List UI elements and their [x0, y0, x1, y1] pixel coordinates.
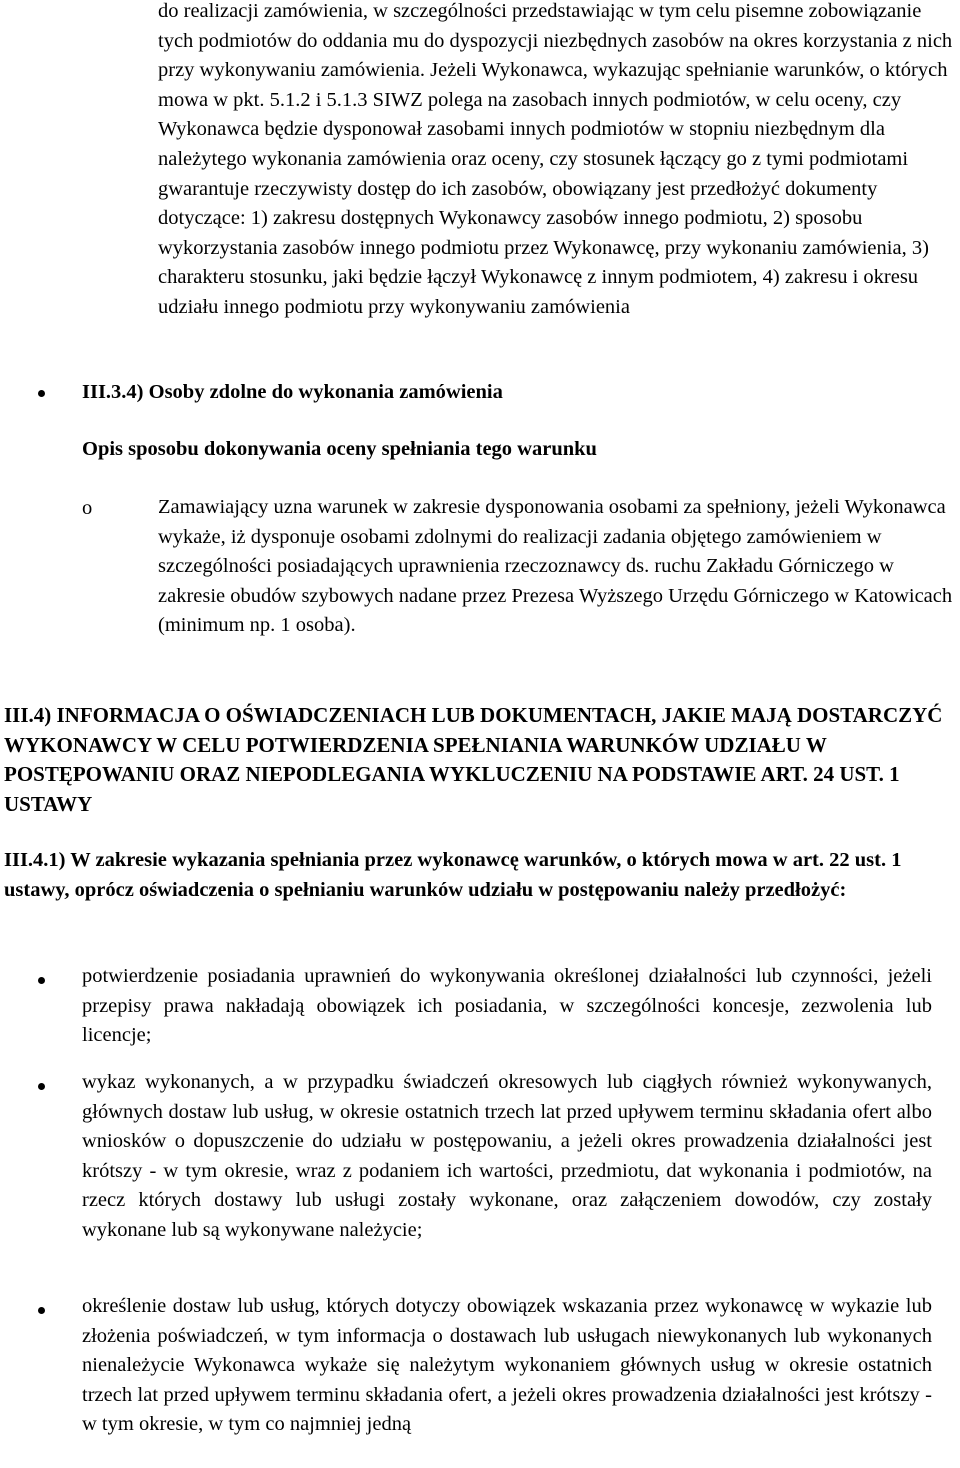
bullet-icon — [38, 977, 45, 984]
bullet-icon — [38, 1083, 45, 1090]
section-3-4-heading: III.3.4) Osoby zdolne do wykonania zamówienia — [82, 381, 503, 403]
list-item: wykaz wykonanych, a w przypadku świadczeń okresowych lub ciągłych również wykonywanych, głównych dostaw lub usług, w okresie ostatnich trzech lat przed upływem terminu składania ofert albo wniosków o dopuszczenie do udziału w postępowaniu, a jeżeli okres prowadzenia działalności jest krótszy - w tym okresie, wraz z podaniem ich wartości, przedmiotu, dat wykonania i podmiotów, na rzecz których dostawy lub usługi zostały wykonane, oraz załączeniem dowodów, czy zostały wykonane lub są wykonywane należycie; — [82, 1071, 932, 1241]
circle-bullet-icon: o — [82, 497, 93, 519]
personnel-requirement-text: Zamawiający uzna warunek w zakresie dysponowania osobami za spełniony, jeżeli Wykonawca wykaże, iż dysponuje osobami zdolnymi do realizacji zadania objętego zamówieniem w szczególności posiadających uprawnienia rzeczoznawcy ds. ruchu Zakładu Górniczego w zakresie obudów szybowych nadane przez Prezesa Wyższego Urzędu Górniczego w Katowicach (minimum np. 1 osoba). — [158, 496, 953, 637]
list-item: określenie dostaw lub usług, których dotyczy obowiązek wskazania przez wykonawcę w wykazie lub złożenia poświadczeń, w tym informacja o dostawach lub usługach niewykonanych lub wykonanych nienależycie Wykonawca wykaże się należytym wykonaniem głównych usług w okresie ostatnich trzech lat przed upływem terminu składania ofert, a jeżeli okres prowadzenia działalności jest krótszy - w tym okresie, w tym co najmniej jedną — [82, 1295, 932, 1436]
section-4-1-heading: III.4.1) W zakresie wykazania spełniania przez wykonawcę warunków, o których mowa w art. 22 ust. 1 ustawy, oprócz oświadczenia o spełnianiu warunków udziału w postępowaniu należy przedłożyć: — [4, 849, 902, 901]
section-4-heading: III.4) INFORMACJA O OŚWIADCZENIACH LUB DOKUMENTACH, JAKIE MAJĄ DOSTARCZYĆ WYKONAWCY W CELU POTWIERDZENIA SPEŁNIANIA WARUNKÓW UDZIAŁU W POSTĘPOWANIU ORAZ NIEPODLEGANIA WYKLUCZENIU NA PODSTAWIE ART. 24 UST. 1 USTAWY — [4, 703, 943, 816]
bullet-icon — [38, 1307, 45, 1314]
list-item: potwierdzenie posiadania uprawnień do wykonywania określonej działalności lub czynności, jeżeli przepisy prawa nakładają obowiązek ich posiadania, w szczególności koncesje, zezwolenia lub licencje; — [82, 965, 932, 1047]
continuation-paragraph: do realizacji zamówienia, w szczególności przedstawiając w tym celu pisemne zobowiązanie tych podmiotów do oddania mu do dyspozycji niezbędnych zasobów na okres korzystania z nich przy wykonywaniu zamówienia. Jeżeli Wykonawca, wykazując spełnianie warunków, o których mowa w pkt. 5.1.2 i 5.1.3 SIWZ polega na zasobach innych podmiotów, w celu oceny, czy Wykonawca będzie dysponował zasobami innych podmiotów w stopniu niezbędnym dla należytego wykonania zamówienia oraz oceny, czy stosunek łączący go z tymi podmiotami gwarantuje rzeczywisty dostęp do ich zasobów, obowiązany jest przedłożyć dokumenty dotyczące: 1) zakresu dostępnych Wykonawcy zasobów innego podmiotu, 2) sposobu wykorzystania zasobów innego podmiotu przez Wykonawcę, przy wykonaniu zamówienia, 3) charakteru stosunku, jaki będzie łączył Wykonawcę z innym podmiotem, 4) zakresu i okresu udziału innego podmiotu przy wykonywaniu zamówienia — [158, 0, 953, 318]
bullet-icon — [38, 390, 45, 397]
evaluation-method-heading: Opis sposobu dokonywania oceny spełniania tego warunku — [82, 438, 597, 460]
